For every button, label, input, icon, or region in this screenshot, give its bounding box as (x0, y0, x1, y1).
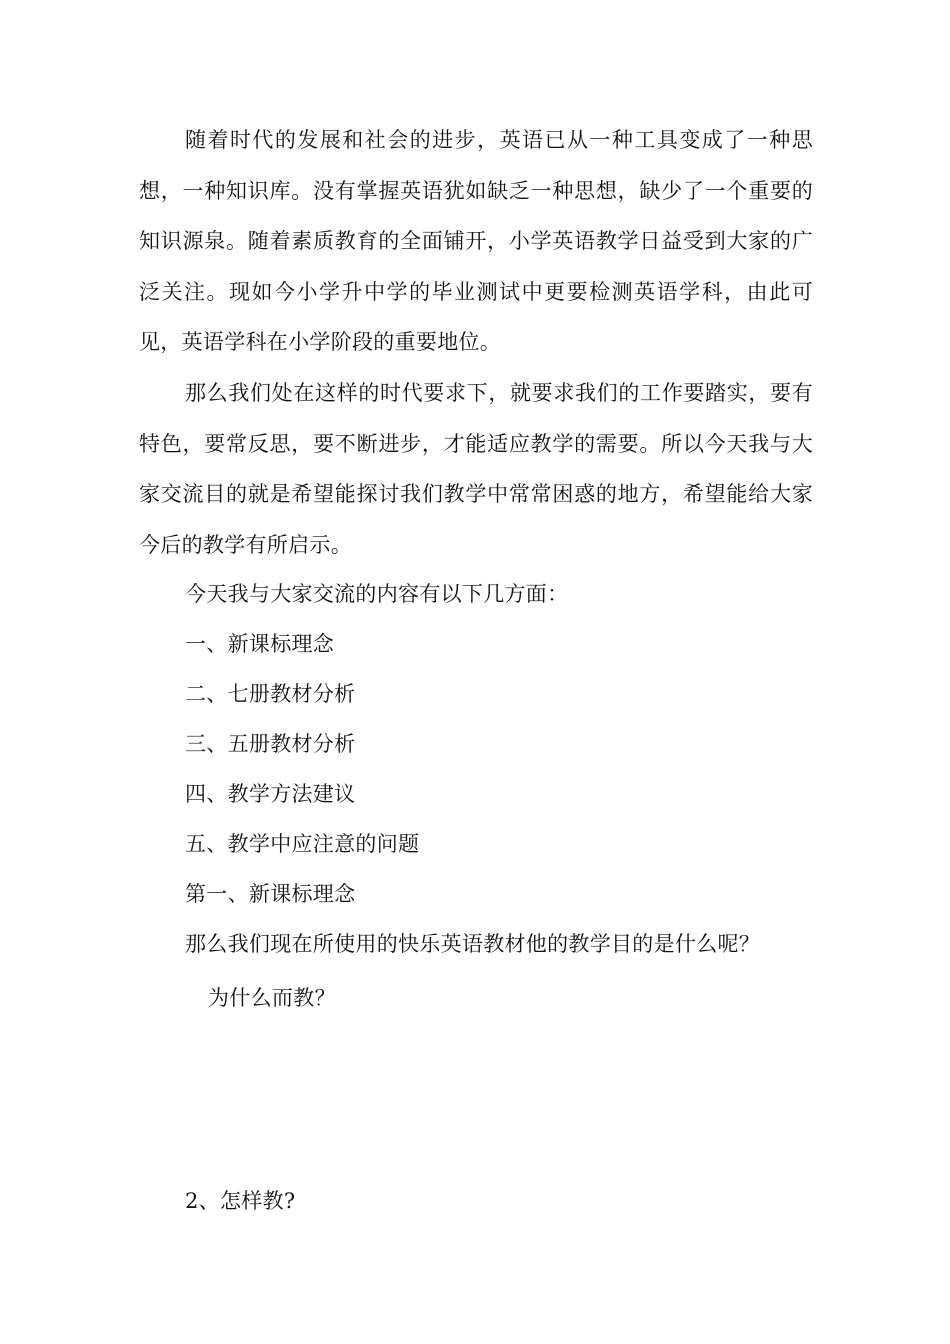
outline-item-5: 五、教学中应注意的问题 (185, 832, 420, 856)
intro-line: 今天我与大家交流的内容有以下几方面： (185, 582, 569, 606)
sub-question-2: 2、怎样教? (185, 1189, 296, 1213)
outline-item-1: 一、新课标理念 (185, 632, 335, 656)
paragraph-1: 随着时代的发展和社会的进步，英语已从一种工具变成了一种思想，一种知识库。没有掌握英语犹如缺乏一种思想，缺少了一个重要的知识源泉。随着素质教育的全面铺开，小学英语教学日益受到大家的广泛关注。现如今小学升中学的毕业测试中更要检测英语学科，由此可见，英语学科在小学阶段的重要地位。 (139, 128, 813, 355)
outline-item-2: 二、七册教材分析 (185, 682, 356, 706)
outline-item-3: 三、五册教材分析 (185, 732, 356, 756)
outline-item-4: 四、教学方法建议 (185, 782, 356, 806)
section-heading: 第一、新课标理念 (185, 882, 356, 906)
sub-question-1: 为什么而教？ (208, 986, 336, 1010)
paragraph-2: 那么我们处在这样的时代要求下，就要求我们的工作要踏实，要有特色，要常反思，要不断进步，才能适应教学的需要。所以今天我与大家交流目的就是希望能探讨我们教学中常常困惑的地方，希望能给大家今后的教学有所启示。 (139, 381, 813, 557)
question-line: 那么我们现在所使用的快乐英语教材他的教学目的是什么呢？ (185, 932, 761, 956)
